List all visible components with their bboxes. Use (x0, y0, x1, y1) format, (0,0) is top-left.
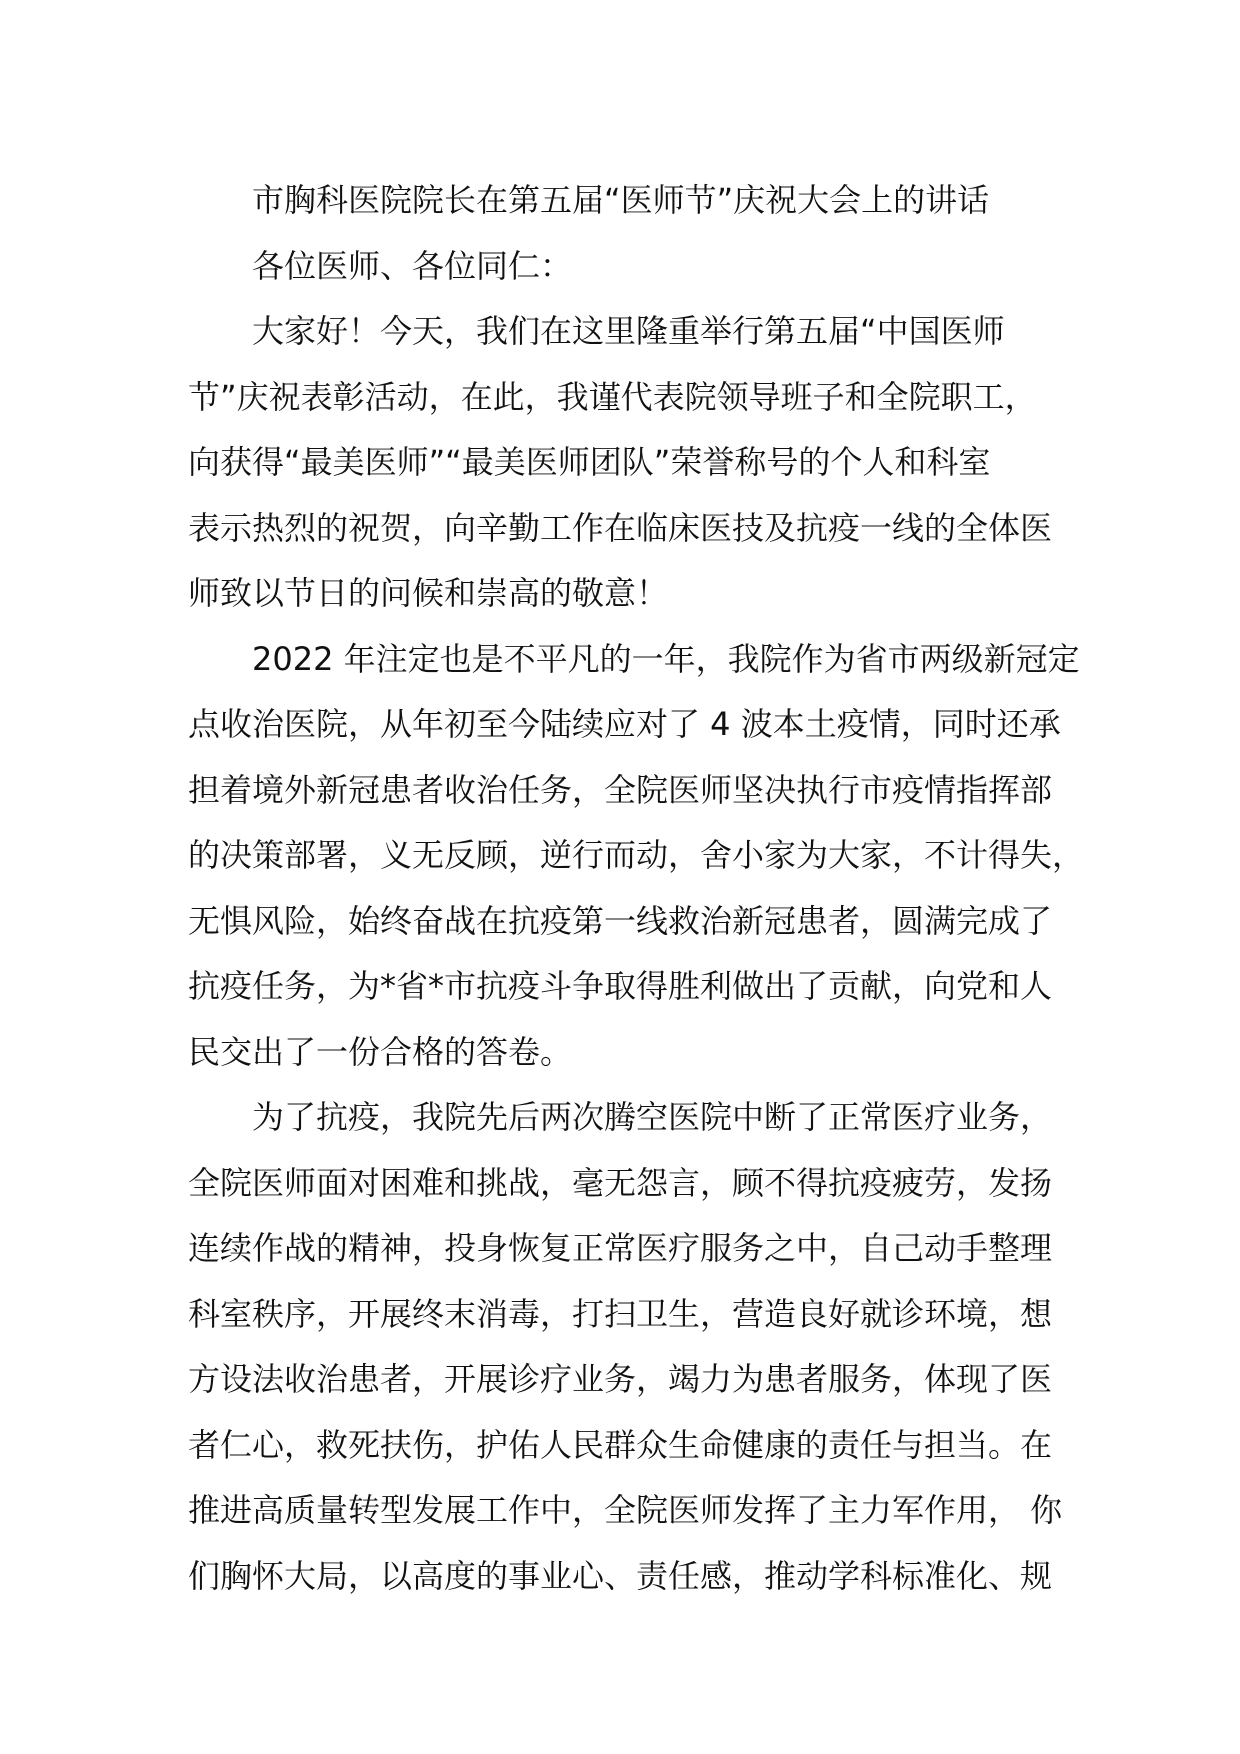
paragraph-line: 全院医师面对困难和挑战，毫无怨言，顾不得抗疫疲劳，发扬 (188, 1163, 1053, 1202)
paragraph-line: 们胸怀大局，以高度的事业心、责任感，推动学科标准化、规 (188, 1556, 1053, 1595)
paragraph-line: 大家好！今天，我们在这里隆重举行第五届“中国医师 (252, 312, 1005, 350)
paragraph-2 (188, 627, 1085, 1086)
paragraph-line: 师致以节日的问候和崇高的敬意！ (188, 574, 669, 612)
paragraph-line: 向获得“最美医师”“最美医师团队”荣誉称号的个人和科室 (188, 443, 991, 481)
document-title: 市胸科医院院长在第五届“医师节”庆祝大会上的讲话 (252, 181, 990, 219)
paragraph-line: 方设法收治患者，开展诊疗业务，竭力为患者服务，体现了医 (188, 1360, 1053, 1398)
paragraph-line: 表示热烈的祝贺，向辛勤工作在临床医技及抗疫一线的全体医 (188, 508, 1053, 547)
paragraph-1 (188, 299, 1060, 627)
paragraph-line: 点收治医院，从年初至今陆续应对了 4 波本土疫情，同时还承 (188, 705, 1061, 743)
paragraph-line: 连续作战的精神，投身恢复正常医疗服务之中，自己动手整理 (188, 1229, 1053, 1267)
paragraph-line: 为了抗疫，我院先后两次腾空医院中断了正常医疗业务， (252, 1098, 1053, 1136)
paragraph-line: 者仁心，救死扶伤，护佑人民群众生命健康的责任与担当。在 (188, 1425, 1053, 1464)
paragraph-line: 民交出了一份合格的答卷。 (188, 1032, 573, 1071)
paragraph-line: 担着境外新冠患者收治任务，全院医师坚决执行市疫情指挥部 (188, 770, 1053, 809)
salutation: 各位医师、各位同仁： (252, 246, 573, 285)
paragraph-line: 2022 年注定也是不平凡的一年，我院作为省市两级新冠定 (252, 639, 1080, 678)
paragraph-line: 推进高质量转型发展工作中，全院医师发挥了主力军作用， 你 (188, 1491, 1063, 1529)
document-page (188, 168, 1085, 1609)
paragraph-line: 无惧风险，始终奋战在抗疫第一线救治新冠患者，圆满完成了 (188, 901, 1053, 940)
paragraph-line: 节”庆祝表彰活动，在此，我谨代表院领导班子和全院职工， (188, 377, 1037, 416)
paragraph-line: 科室秩序，开展终末消毒，打扫卫生，营造良好就诊环境，想 (188, 1294, 1053, 1333)
paragraph-line: 的决策部署，义无反顾，逆行而动，舍小家为大家，不计得失， (188, 836, 1085, 874)
paragraph-3 (188, 1085, 1063, 1609)
paragraph-line: 抗疫任务，为*省*市抗疫斗争取得胜利做出了贡献，向党和人 (188, 967, 1053, 1005)
